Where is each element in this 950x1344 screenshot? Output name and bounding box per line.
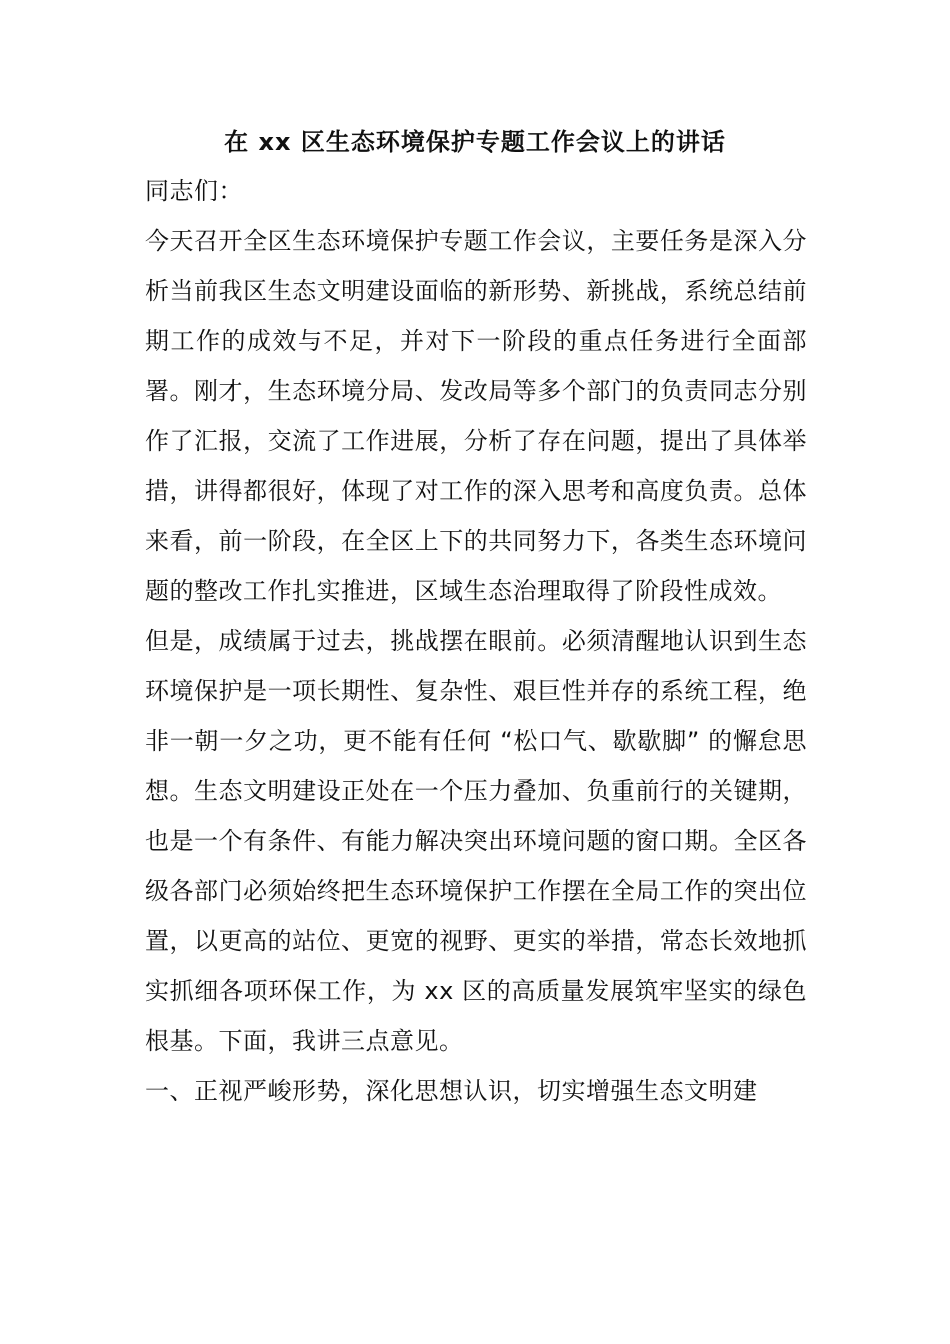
paragraph-intro: 今天召开全区生态环境保护专题工作会议，主要任务是深入分析当前我区生态文明建设面临的新形势、新挑战，系统总结前期工作的成效与不足，并对下一阶段的重点任务进行全面部署。刚才，生态环境分局、发改局等多个部门的负责同志分别作了汇报，交流了工作进展，分析了存在问题，提出了具体举措，讲得都很好，体现了对工作的深入思考和高度负责。总体来看，前一阶段，在全区上下的共同努力下，各类生态环境问题的整改工作扎实推进，区域生态治理取得了阶段性成效。 (145, 227, 807, 605)
greeting: 同志们： (145, 177, 243, 205)
paragraph-challenges: 但是，成绩属于过去，挑战摆在眼前。必须清醒地认识到生态环境保护是一项长期性、复杂性、艰巨性并存的系统工程，绝非一朝一夕之功，更不能有任何 “松口气、歇歇脚” 的懈怠思想。生态文明建设正处在一个压力叠加、负重前行的关键期，也是一个有条件、有能力解决突出环境问题的窗口期。全区各级各部门必须始终把生态环境保护工作摆在全局工作的突出位置，以更高的站位、更宽的视野、更实的举措，常态长效地抓实抓细各项环保工作，为 xx 区的高质量发展筑牢坚实的绿色根基。下面，我讲三点意见。 (145, 627, 807, 1055)
document-title: 在 xx 区生态环境保护专题工作会议上的讲话 (224, 128, 726, 156)
section-heading-1: 一、正视严峻形势，深化思想认识，切实增强生态文明建 (145, 1077, 758, 1105)
document-body (145, 166, 807, 1116)
